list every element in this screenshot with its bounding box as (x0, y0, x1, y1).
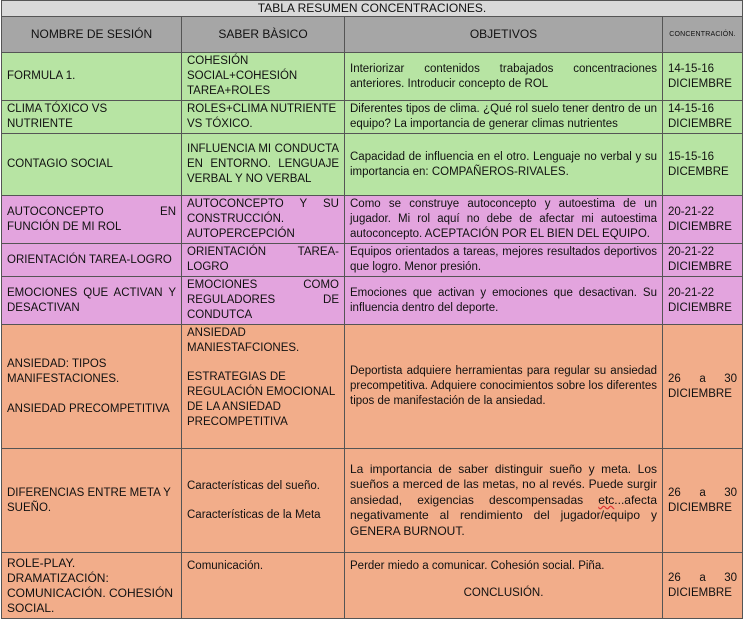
table-row (2, 325, 743, 449)
saber-cell (182, 449, 345, 553)
fecha-cell: 14-15-16 DICIEMBRE (663, 53, 743, 101)
header-concentracion: CONCENTRACIÓN. (663, 17, 743, 53)
objetivos-cell: Como se construye autoconcepto y autoestima de un jugador. Mi rol aquí no debe de afectar mi autoestima autoconcepto. ACEPTACIÓN POR EL BIEN DEL EQUIPO. (345, 196, 663, 244)
fecha-cell: 14-15-16 DICIEMBRE (663, 101, 743, 134)
fecha-cell: 20-21-22 DICIEMBRE (663, 277, 743, 325)
session-line: ANSIEDAD PRECOMPETITIVA (7, 402, 170, 415)
conclusion-label: CONCLUSIÓN. (463, 587, 544, 599)
table-row (2, 101, 743, 134)
table-row (2, 244, 743, 277)
fecha-cell: 20-21-22 DICIEMBRE (663, 196, 743, 244)
table-row (2, 134, 743, 196)
session-cell: ORIENTACIÓN TAREA-LOGRO (2, 244, 182, 277)
session-cell: FORMULA 1. (2, 53, 182, 101)
saber-cell: ORIENTACIÓN TAREA-LOGRO (182, 244, 345, 277)
table-title: TABLA RESUMEN CONCENTRACIONES. (2, 1, 743, 17)
fecha-cell: 15-15-16 DICEMBRE (663, 134, 743, 196)
saber-cell: EMOCIONES COMO REGULADORES DE CONDUTCA (182, 277, 345, 325)
objetivos-cell (345, 449, 663, 553)
header-row (2, 17, 743, 53)
header-session: NOMBRE DE SESIÓN (2, 17, 182, 53)
objetivos-text: La importancia de saber distinguir sueño y meta. Los sueños a merced de las metas, no al revés. Puede surgir ansiedad, exigencias descompensadas (350, 461, 657, 507)
misspelled-word: etc (598, 492, 615, 507)
objetivos-cell: Diferentes tipos de clima. ¿Qué rol suelo tener dentro de un equipo? La importancia de generar climas nutrientes (345, 101, 663, 134)
fecha-cell: 26 a 30 DICIEMBRE (663, 449, 743, 553)
table-row (2, 277, 743, 325)
objetivos-text: ...afecta negativamente al rendimiento del jugador/equipo y GENERA BURNOUT. (350, 492, 657, 538)
session-cell: CLIMA TÓXICO VS NUTRIENTE (2, 101, 182, 134)
saber-line: Características del sueño. (187, 479, 320, 492)
session-cell (2, 325, 182, 449)
saber-line: ANSIEDAD MANIESTAFCIONES. (187, 327, 300, 354)
table-row (2, 53, 743, 101)
saber-line: ESTRATEGIAS DE REGULACIÓN EMOCIONAL DE LA ANSIEDAD PRECOMPETITIVA (187, 371, 335, 428)
fecha-cell: 26 a 30 DICIEMBRE (663, 325, 743, 449)
objetivos-cell (345, 553, 663, 619)
objetivos-text: Perder miedo a comunicar. Cohesión social. Piña. (350, 560, 605, 572)
session-cell: ROLE-PLAY. DRAMATIZACIÓN: COMUNICACIÓN. COHESIÓN SOCIAL. (2, 553, 182, 619)
session-cell: CONTAGIO SOCIAL (2, 134, 182, 196)
session-cell: EMOCIONES QUE ACTIVAN Y DESACTIVAN (2, 277, 182, 325)
header-objetivos: OBJETIVOS (345, 17, 663, 53)
saber-line: Características de la Meta (187, 508, 321, 521)
session-cell: AUTOCONCEPTO EN FUNCIÓN DE MI ROL (2, 196, 182, 244)
objetivos-cell: Capacidad de influencia en el otro. Lenguaje no verbal y su importancia en: COMPAÑEROS-RIVALES. (345, 134, 663, 196)
table-title-row (2, 1, 743, 17)
saber-cell: AUTOCONCEPTO Y SU CONSTRUCCIÓN. AUTOPERCEPCIÓN (182, 196, 345, 244)
saber-cell: COHESIÓN SOCIAL+COHESIÓN TAREA+ROLES (182, 53, 345, 101)
table-row (2, 449, 743, 553)
session-cell: DIFERENCIAS ENTRE META Y SUEÑO. (2, 449, 182, 553)
objetivos-cell: Equipos orientados a tareas, mejores resultados deportivos que logro. Menor presión. (345, 244, 663, 277)
objetivos-cell: Deportista adquiere herramientas para regular su ansiedad precompetitiva. Adquiere conocimientos sobre los diferentes tipos de manifestación de la ansiedad. (345, 325, 663, 449)
saber-cell: Comunicación. (182, 553, 345, 619)
objetivos-cell: Interiorizar contenidos trabajados concentraciones anteriores. Introducir concepto de ROL (345, 53, 663, 101)
session-line: ANSIEDAD: TIPOS MANIFESTACIONES. (7, 357, 120, 385)
saber-cell: INFLUENCIA MI CONDUCTA EN ENTORNO. LENGUAJE VERBAL Y NO VERBAL (182, 134, 345, 196)
table-row (2, 196, 743, 244)
header-saber: SABER BÀSICO (182, 17, 345, 53)
saber-cell: ROLES+CLIMA NUTRIENTE VS TÓXICO. (182, 101, 345, 134)
table-row (2, 553, 743, 619)
saber-cell (182, 325, 345, 449)
concentrations-summary-table (1, 0, 743, 619)
objetivos-cell: Emociones que activan y emociones que desactivan. Su influencia dentro del deporte. (345, 277, 663, 325)
fecha-cell: 26 a 30 DICIEMBRE (663, 553, 743, 619)
fecha-cell: 20-21-22 DICIEMBRE (663, 244, 743, 277)
